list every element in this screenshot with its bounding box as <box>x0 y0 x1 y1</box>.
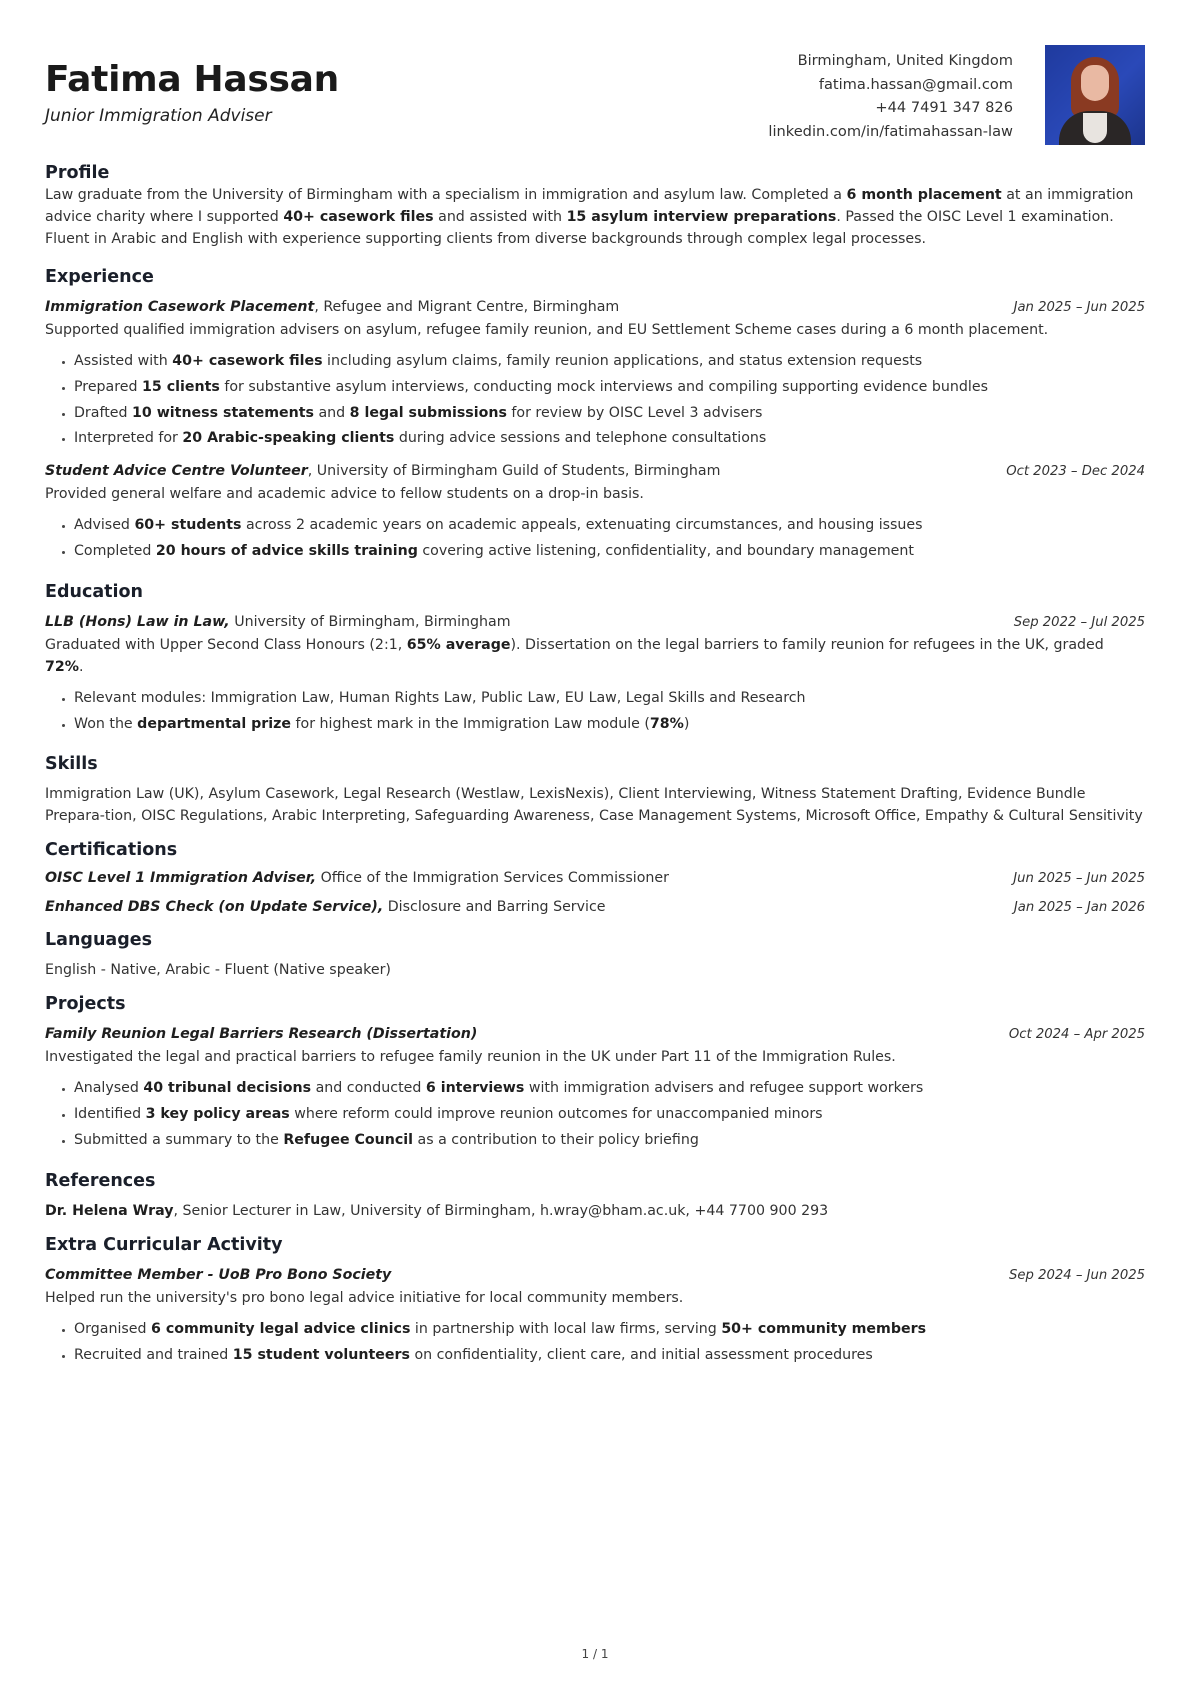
emphasis-text: 60+ students <box>134 517 242 534</box>
emphasis-text: 20 hours of advice skills training <box>155 542 418 559</box>
body-text: Law graduate from the University of Birmingham with a specialism in immigration and asylum law. Completed a <box>45 187 847 203</box>
entry <box>45 896 1145 919</box>
body-text: on confidentiality, client care, and initial assessment procedures <box>409 1346 873 1363</box>
entry-summary: Supported qualified immigration advisers on asylum, refugee family reunion, and EU Settlement Scheme cases during a 6 month placement. <box>45 322 1049 338</box>
body-text: ). Dissertation on the legal barriers to family reunion for refugees in the UK, graded <box>510 636 1104 653</box>
profile-summary <box>45 184 1145 250</box>
entry-header <box>45 611 1145 634</box>
entry-date: Jun 2025 – Jun 2025 <box>1013 871 1145 887</box>
emphasis-text: 10 witness statements <box>132 404 314 421</box>
entry-summary <box>45 634 1145 678</box>
entry-header <box>45 896 1145 919</box>
entry-organization: Disclosure and Barring Service <box>383 899 606 916</box>
bullet-list <box>45 1317 1145 1369</box>
entry-title: Committee Member - UoB Pro Bono Society <box>45 1266 392 1283</box>
bullet-item <box>45 426 1145 452</box>
entry-title: OISC Level 1 Immigration Adviser, <box>45 870 317 887</box>
body-text: Submitted a summary to the <box>74 1131 284 1148</box>
entry-date: Oct 2024 – Apr 2025 <box>1008 1027 1145 1043</box>
entry-heading <box>45 1023 477 1045</box>
body-text: for substantive asylum interviews, conducting mock interviews and compiling supporting evidence bundles <box>219 378 988 395</box>
entry-date: Oct 2023 – Dec 2024 <box>1006 464 1145 480</box>
body-text: covering active listening, confidentiality, and boundary management <box>417 542 914 559</box>
entry <box>45 611 1145 738</box>
body-text: Analysed <box>74 1080 144 1097</box>
emphasis-text: 8 legal submissions <box>349 404 507 421</box>
emphasis-text: 40+ casework files <box>172 353 323 369</box>
entry-title: Student Advice Centre Volunteer <box>45 463 308 480</box>
candidate-title: Junior Immigration Adviser <box>45 106 272 126</box>
section-heading: Skills <box>45 754 98 775</box>
contact-phone: +44 7491 347 826 <box>875 99 1013 116</box>
body-text: where reform could improve reunion outcomes for unaccompanied minors <box>289 1106 823 1123</box>
resume-page <box>45 0 1145 1368</box>
experience-list <box>45 296 1145 565</box>
entry-header <box>45 296 1145 319</box>
emphasis-text: departmental prize <box>137 715 292 732</box>
section-projects <box>45 993 1145 1153</box>
entry-organization: University of Birmingham, Birmingham <box>229 613 511 630</box>
bullet-item <box>45 686 1145 712</box>
bullet-item <box>45 712 1145 738</box>
emphasis-text: 20 Arabic-speaking clients <box>182 430 395 447</box>
skills-text: Immigration Law (UK), Asylum Casework, Legal Research (Westlaw, LexisNexis), Client Interviewing, Witness Statement Drafting, Evidence Bundle Prepara-tion, OISC Regulations, Arabic Interpreting, Safeguarding Awareness, Case Management Systems, Microsoft Office, Empathy & Cultural Sensitivity <box>45 786 1143 825</box>
body-text: as a contribution to their policy briefing <box>413 1131 699 1148</box>
body-text: Prepared <box>74 378 143 395</box>
body-text: during advice sessions and telephone consultations <box>394 430 767 447</box>
section-skills <box>45 753 1145 827</box>
resume-header <box>45 0 1145 150</box>
body-text: Identified <box>74 1106 146 1123</box>
emphasis-text: 6 interviews <box>425 1080 525 1097</box>
body-text: Organised <box>74 1320 152 1337</box>
section-heading: Languages <box>45 930 153 951</box>
body-text: Recruited and trained <box>74 1346 233 1363</box>
body-text: for highest mark in the Immigration Law module ( <box>291 715 650 732</box>
reference-details: , Senior Lecturer in Law, University of Birmingham, h.wray@bham.ac.uk, +44 7700 900 293 <box>173 1202 829 1219</box>
entry-header <box>45 867 1145 890</box>
contact-email[interactable]: fatima.hassan@gmail.com <box>818 75 1013 93</box>
body-text: . <box>78 658 84 675</box>
contact-info <box>768 49 1013 143</box>
section-experience <box>45 266 1145 565</box>
entry-heading <box>45 896 606 918</box>
emphasis-text: Refugee Council <box>283 1131 413 1148</box>
section-heading: Certifications <box>45 840 178 861</box>
emphasis-text: 65% average <box>406 636 511 653</box>
section-certifications <box>45 839 1145 919</box>
emphasis-text: 40 tribunal decisions <box>143 1080 312 1097</box>
bullet-item <box>45 1317 1145 1343</box>
reference-name: Dr. Helena Wray <box>45 1202 174 1219</box>
entry-header <box>45 460 1145 483</box>
bullet-item <box>45 349 1145 375</box>
body-text: Assisted with <box>74 353 173 369</box>
section-references <box>45 1170 1145 1222</box>
body-text: Won the <box>74 715 138 732</box>
emphasis-text: 6 month placement <box>846 187 1002 203</box>
bullet-item <box>45 1076 1145 1102</box>
entry-organization: , Refugee and Migrant Centre, Birmingham <box>314 299 620 315</box>
contact-linkedin[interactable]: linkedin.com/in/fatimahassan-law <box>768 122 1013 140</box>
reference-entry <box>45 1200 1145 1222</box>
photo-face-shape <box>1081 65 1109 101</box>
contact-location: Birmingham, United Kingdom <box>797 52 1013 69</box>
section-heading: Education <box>45 581 143 602</box>
entry <box>45 1023 1145 1153</box>
body-text: Relevant modules: Immigration Law, Human Rights Law, Public Law, EU Law, Legal Skills and Research <box>74 689 806 706</box>
bullet-item <box>45 401 1145 427</box>
entry-title: Family Reunion Legal Barriers Research (Dissertation) <box>45 1026 478 1043</box>
emphasis-text: 50+ community members <box>721 1320 927 1337</box>
body-text: Completed <box>74 542 156 559</box>
entry-date: Jan 2025 – Jun 2025 <box>1013 300 1145 315</box>
body-text: and conducted <box>311 1080 426 1097</box>
projects-list <box>45 1023 1145 1153</box>
body-text: Drafted <box>74 404 133 421</box>
bullet-item <box>45 513 1145 539</box>
bullet-item <box>45 539 1145 565</box>
section-heading: Profile <box>45 163 110 183</box>
bullet-list <box>45 349 1145 452</box>
entry-header <box>45 1023 1145 1046</box>
section-heading: References <box>45 1170 156 1191</box>
emphasis-text: 72% <box>45 658 79 675</box>
emphasis-text: 15 asylum interview preparations <box>566 209 837 225</box>
emphasis-text: 6 community legal advice clinics <box>151 1320 411 1337</box>
photo-collar-shape <box>1083 113 1107 143</box>
emphasis-text: 15 clients <box>142 378 220 395</box>
bullet-item <box>45 1343 1145 1369</box>
emphasis-text: 3 key policy areas <box>145 1106 290 1123</box>
extracurricular-list <box>45 1264 1145 1369</box>
body-text: in partnership with local law firms, serving <box>410 1320 722 1337</box>
section-heading: Projects <box>45 994 126 1015</box>
section-education <box>45 581 1145 738</box>
profile-photo <box>1045 45 1145 145</box>
body-text: Interpreted for <box>74 430 183 447</box>
section-languages <box>45 929 1145 981</box>
body-text: at an immigration advice charity where I supported <box>45 187 1134 225</box>
bullet-list <box>45 686 1145 738</box>
entry-organization: Office of the Immigration Services Commissioner <box>316 870 669 887</box>
section-profile <box>45 162 1145 250</box>
body-text: Advised <box>74 517 135 534</box>
entry-heading <box>45 867 669 889</box>
body-text: Graduated with Upper Second Class Honours (2:1, <box>45 636 407 653</box>
entry-heading <box>45 1264 391 1286</box>
entry-organization: , University of Birmingham Guild of Students, Birmingham <box>307 463 721 480</box>
entry-date: Jan 2025 – Jan 2026 <box>1013 900 1145 916</box>
body-text: . Passed the OISC Level 1 examination. Fluent in Arabic and English with experience supporting clients from diverse backgrounds through complex legal processes. <box>45 209 1114 247</box>
bullet-list <box>45 1076 1145 1153</box>
name-block <box>45 58 339 126</box>
entry-header <box>45 1264 1145 1287</box>
bullet-item <box>45 1128 1145 1154</box>
body-text: for review by OISC Level 3 advisers <box>506 404 763 421</box>
body-text: including asylum claims, family reunion applications, and status extension requests <box>322 353 923 369</box>
entry <box>45 867 1145 890</box>
entry-summary: Helped run the university's pro bono legal advice initiative for local community members. <box>45 1289 684 1306</box>
emphasis-text: 40+ casework files <box>283 209 434 225</box>
entry-title: LLB (Hons) Law in Law, <box>45 613 230 630</box>
entry <box>45 1264 1145 1369</box>
bullet-list <box>45 513 1145 565</box>
emphasis-text: 78% <box>649 715 684 732</box>
entry-heading <box>45 460 720 482</box>
entry-title: Enhanced DBS Check (on Update Service), <box>45 899 384 916</box>
entry-heading <box>45 296 619 318</box>
page-indicator: 1 / 1 <box>581 1647 609 1661</box>
entry-summary: Provided general welfare and academic advice to fellow students on a drop-in basis. <box>45 486 644 503</box>
candidate-name: Fatima Hassan <box>45 59 339 100</box>
entry <box>45 296 1145 452</box>
bullet-item <box>45 1102 1145 1128</box>
section-heading: Extra Curricular Activity <box>45 1234 283 1255</box>
education-list <box>45 611 1145 738</box>
certifications-list <box>45 867 1145 919</box>
body-text: with immigration advisers and refugee support workers <box>524 1080 924 1097</box>
entry-date: Sep 2022 – Jul 2025 <box>1013 614 1145 630</box>
section-heading: Experience <box>45 267 154 287</box>
body-text: and assisted with <box>433 209 567 225</box>
entry-summary: Investigated the legal and practical barriers to refugee family reunion in the UK under Part 11 of the Immigration Rules. <box>45 1049 896 1066</box>
body-text: ) <box>683 715 690 732</box>
bullet-item <box>45 375 1145 401</box>
body-text: and <box>313 404 350 421</box>
emphasis-text: 15 student volunteers <box>232 1346 410 1363</box>
body-text: across 2 academic years on academic appeals, extenuating circumstances, and housing issues <box>241 517 923 534</box>
languages-text: English - Native, Arabic - Fluent (Native speaker) <box>45 962 391 979</box>
entry-heading <box>45 611 511 633</box>
entry <box>45 460 1145 565</box>
entry-date: Sep 2024 – Jun 2025 <box>1009 1267 1145 1283</box>
section-extracurricular <box>45 1234 1145 1369</box>
entry-title: Immigration Casework Placement <box>45 299 315 315</box>
